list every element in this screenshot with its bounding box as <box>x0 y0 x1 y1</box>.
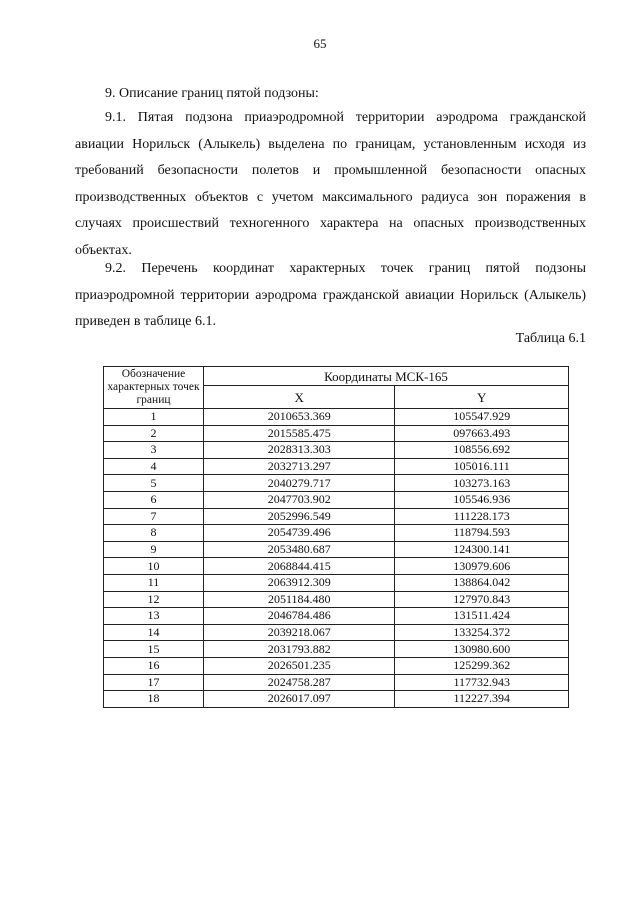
table-caption: Таблица 6.1 <box>515 331 586 346</box>
y-coordinate-cell: 108556.692 <box>395 442 569 459</box>
y-coordinate-cell: 131511.424 <box>395 608 569 625</box>
coordinates-body <box>104 409 569 708</box>
table-row <box>104 608 569 625</box>
y-coordinate-cell: 125299.362 <box>395 657 569 674</box>
table-row <box>104 541 569 558</box>
point-number-cell: 13 <box>104 608 204 625</box>
table-row <box>104 657 569 674</box>
point-number-cell: 9 <box>104 541 204 558</box>
x-column-header: X <box>204 386 395 409</box>
x-coordinate-cell: 2039218.067 <box>204 624 395 641</box>
point-number-cell: 5 <box>104 475 204 492</box>
table-row <box>104 624 569 641</box>
y-coordinate-cell: 112227.394 <box>395 691 569 708</box>
point-number-cell: 17 <box>104 674 204 691</box>
table-row <box>104 425 569 442</box>
point-number-cell: 1 <box>104 409 204 426</box>
table-row <box>104 641 569 658</box>
y-coordinate-cell: 105547.929 <box>395 409 569 426</box>
coords-system-header: Координаты МСК-165 <box>204 367 569 386</box>
x-coordinate-cell: 2026501.235 <box>204 657 395 674</box>
table-row <box>104 409 569 426</box>
table-row <box>104 458 569 475</box>
y-coordinate-cell: 138864.042 <box>395 574 569 591</box>
table-row <box>104 574 569 591</box>
x-coordinate-cell: 2031793.882 <box>204 641 395 658</box>
y-coordinate-cell: 097663.493 <box>395 425 569 442</box>
y-coordinate-cell: 130980.600 <box>395 641 569 658</box>
table-row <box>104 508 569 525</box>
point-number-cell: 11 <box>104 574 204 591</box>
table-row <box>104 674 569 691</box>
y-coordinate-cell: 127970.843 <box>395 591 569 608</box>
y-coordinate-cell: 118794.593 <box>395 525 569 542</box>
table-row <box>104 491 569 508</box>
table-row <box>104 691 569 708</box>
y-column-header: Y <box>395 386 569 409</box>
x-coordinate-cell: 2028313.303 <box>204 442 395 459</box>
section-heading: 9. Описание границ пятой подзоны: <box>105 86 319 101</box>
y-coordinate-cell: 117732.943 <box>395 674 569 691</box>
point-number-cell: 6 <box>104 491 204 508</box>
x-coordinate-cell: 2026017.097 <box>204 691 395 708</box>
y-coordinate-cell: 133254.372 <box>395 624 569 641</box>
x-coordinate-cell: 2052996.549 <box>204 508 395 525</box>
x-coordinate-cell: 2047703.902 <box>204 491 395 508</box>
x-coordinate-cell: 2051184.480 <box>204 591 395 608</box>
point-number-cell: 8 <box>104 525 204 542</box>
point-number-cell: 7 <box>104 508 204 525</box>
point-number-cell: 4 <box>104 458 204 475</box>
point-number-cell: 15 <box>104 641 204 658</box>
point-label-header: Обозначение характерных точек границ <box>104 367 204 409</box>
point-number-cell: 18 <box>104 691 204 708</box>
x-coordinate-cell: 2024758.287 <box>204 674 395 691</box>
table-row <box>104 525 569 542</box>
table-row <box>104 591 569 608</box>
table-row <box>104 475 569 492</box>
point-number-cell: 12 <box>104 591 204 608</box>
x-coordinate-cell: 2063912.309 <box>204 574 395 591</box>
x-coordinate-cell: 2068844.415 <box>204 558 395 575</box>
coordinates-table <box>103 366 569 708</box>
y-coordinate-cell: 105546.936 <box>395 491 569 508</box>
point-number-cell: 10 <box>104 558 204 575</box>
x-coordinate-cell: 2010653.369 <box>204 409 395 426</box>
table-row <box>104 558 569 575</box>
y-coordinate-cell: 111228.173 <box>395 508 569 525</box>
y-coordinate-cell: 103273.163 <box>395 475 569 492</box>
table-row <box>104 442 569 459</box>
y-coordinate-cell: 105016.111 <box>395 458 569 475</box>
point-number-cell: 14 <box>104 624 204 641</box>
x-coordinate-cell: 2015585.475 <box>204 425 395 442</box>
x-coordinate-cell: 2054739.496 <box>204 525 395 542</box>
x-coordinate-cell: 2040279.717 <box>204 475 395 492</box>
y-coordinate-cell: 124300.141 <box>395 541 569 558</box>
x-coordinate-cell: 2046784.486 <box>204 608 395 625</box>
x-coordinate-cell: 2032713.297 <box>204 458 395 475</box>
paragraph-9-2: 9.2. Перечень координат характерных точек границ пятой подзоны приаэродромной территории аэродрома гражданской авиации Норильск (Алыкель) приведен в таблице 6.1. <box>75 261 586 329</box>
paragraph-9-1: 9.1. Пятая подзона приаэродромной территории аэродрома гражданской авиации Норильск (Алыкель) выделена по границам, установленным исходя из требований безопасности полетов и промышленной безопасности опасных производственных объектов с учетом максимального радиуса зон поражения в случаях происшествий техногенного характера на опасных производственных объектах. <box>75 110 586 258</box>
point-number-cell: 3 <box>104 442 204 459</box>
point-number-cell: 16 <box>104 657 204 674</box>
page-number: 65 <box>313 36 327 51</box>
point-number-cell: 2 <box>104 425 204 442</box>
y-coordinate-cell: 130979.606 <box>395 558 569 575</box>
x-coordinate-cell: 2053480.687 <box>204 541 395 558</box>
